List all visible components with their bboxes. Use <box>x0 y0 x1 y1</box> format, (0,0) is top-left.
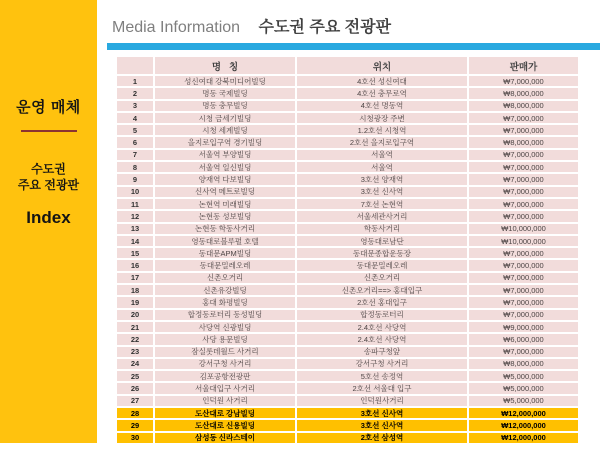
row-number: 16 <box>117 260 153 270</box>
table-row <box>117 371 578 381</box>
cell-price: ₩7,000,000 <box>469 187 578 197</box>
cell-name: 논현역 미래빌딩 <box>155 199 295 209</box>
cell-price: ₩7,000,000 <box>469 211 578 221</box>
row-number: 19 <box>117 297 153 307</box>
cell-name: 강서구청 사거리 <box>155 359 295 369</box>
cell-location: 3호선 신사역 <box>297 408 467 418</box>
cell-name: 사당 용문빌딩 <box>155 334 295 344</box>
cell-price: ₩10,000,000 <box>469 236 578 246</box>
cell-name: 논현동 학동사거리 <box>155 224 295 234</box>
table-row <box>117 187 578 197</box>
cell-price: ₩10,000,000 <box>469 224 578 234</box>
row-number: 26 <box>117 383 153 393</box>
cell-price: ₩7,000,000 <box>469 347 578 357</box>
page-header <box>112 14 600 37</box>
sidebar-subtitle: 수도권 주요 전광판 <box>17 162 80 192</box>
row-number: 30 <box>117 433 153 443</box>
table-row <box>117 433 578 443</box>
cell-name: 신촌오거리 <box>155 273 295 283</box>
cell-price: ₩12,000,000 <box>469 420 578 430</box>
cell-name: 홍대 화평빌딩 <box>155 297 295 307</box>
table-row <box>117 137 578 147</box>
sidebar-title: 운영 매체 <box>16 99 81 116</box>
table-row <box>117 260 578 270</box>
cell-name: 시청 금세기빌딩 <box>155 113 295 123</box>
cell-location: 서울역 <box>297 162 467 172</box>
table-row <box>117 236 578 246</box>
cell-name: 동대문APM빌딩 <box>155 248 295 258</box>
table-row <box>117 347 578 357</box>
table-row <box>117 162 578 172</box>
cell-price: ₩7,000,000 <box>469 125 578 135</box>
row-number: 20 <box>117 310 153 320</box>
cell-location: 3호선 신사역 <box>297 420 467 430</box>
row-number: 22 <box>117 334 153 344</box>
cell-location: 2호선 홍대입구 <box>297 297 467 307</box>
cell-price: ₩7,000,000 <box>469 174 578 184</box>
row-number: 18 <box>117 285 153 295</box>
cell-location: 강서구청 사거리 <box>297 359 467 369</box>
col-header-number <box>117 57 153 74</box>
cell-location: 합정동로터리 <box>297 310 467 320</box>
table-row <box>117 113 578 123</box>
cell-name: 서울역 일신빌딩 <box>155 162 295 172</box>
cell-location: 2.4호선 사당역 <box>297 322 467 332</box>
cell-price: ₩8,000,000 <box>469 101 578 111</box>
table-row <box>117 150 578 160</box>
cell-name: 서울역 부양빌딩 <box>155 150 295 160</box>
table-row <box>117 273 578 283</box>
row-number: 6 <box>117 137 153 147</box>
table-row <box>117 322 578 332</box>
cell-name: 서울대입구 사거리 <box>155 383 295 393</box>
table-row <box>117 101 578 111</box>
cell-location: 2호선 삼성역 <box>297 433 467 443</box>
row-number: 8 <box>117 162 153 172</box>
table-row <box>117 297 578 307</box>
cell-name: 양재역 다보빌딩 <box>155 174 295 184</box>
table-row <box>117 248 578 258</box>
cell-location: 영동대로남단 <box>297 236 467 246</box>
cell-location: 시청광장 주변 <box>297 113 467 123</box>
table-row <box>117 334 578 344</box>
row-number: 3 <box>117 101 153 111</box>
cell-price: ₩7,000,000 <box>469 297 578 307</box>
cell-location: 5호선 송정역 <box>297 371 467 381</box>
cell-price: ₩8,000,000 <box>469 88 578 98</box>
table-row <box>117 420 578 430</box>
cell-name: 성신여대 강북미디어빌딩 <box>155 76 295 86</box>
cell-location: 2호선 서울대 입구 <box>297 383 467 393</box>
cell-price: ₩6,000,000 <box>469 334 578 344</box>
cell-price: ₩7,000,000 <box>469 199 578 209</box>
cell-price: ₩12,000,000 <box>469 433 578 443</box>
col-header-price: 판매가 <box>469 57 578 74</box>
cell-price: ₩5,000,000 <box>469 396 578 406</box>
cell-location: 학동사거리 <box>297 224 467 234</box>
cell-name: 신촌유강빌딩 <box>155 285 295 295</box>
table-row <box>117 199 578 209</box>
cell-price: ₩7,000,000 <box>469 162 578 172</box>
sidebar <box>0 0 97 443</box>
cell-name: 신사역 메트로빌딩 <box>155 187 295 197</box>
cell-location: 2.4호선 사당역 <box>297 334 467 344</box>
cell-location: 동대문종합운동장 <box>297 248 467 258</box>
header-label: Media Information <box>112 19 241 36</box>
row-number: 4 <box>117 113 153 123</box>
cell-price: ₩8,000,000 <box>469 359 578 369</box>
cell-location: 인덕원사거리 <box>297 396 467 406</box>
row-number: 28 <box>117 408 153 418</box>
cell-name: 합정동로터리 동성빌딩 <box>155 310 295 320</box>
cell-price: ₩7,000,000 <box>469 285 578 295</box>
cell-price: ₩5,000,000 <box>469 383 578 393</box>
cell-price: ₩8,000,000 <box>469 137 578 147</box>
header-divider-bar <box>107 43 600 50</box>
cell-name: 동대문밀레오레 <box>155 260 295 270</box>
cell-price: ₩5,000,000 <box>469 371 578 381</box>
cell-price: ₩7,000,000 <box>469 248 578 258</box>
row-number: 27 <box>117 396 153 406</box>
sidebar-title-underline <box>21 130 77 132</box>
row-number: 13 <box>117 224 153 234</box>
cell-name: 잠실롯데월드 사거리 <box>155 347 295 357</box>
main-content <box>97 0 600 450</box>
row-number: 21 <box>117 322 153 332</box>
cell-location: 신촌오거리 <box>297 273 467 283</box>
cell-location: 7호선 논현역 <box>297 199 467 209</box>
cell-price: ₩7,000,000 <box>469 260 578 270</box>
table-header-row <box>117 57 578 74</box>
cell-location: 4호선 명동역 <box>297 101 467 111</box>
row-number: 15 <box>117 248 153 258</box>
cell-name: 사당역 신광빌딩 <box>155 322 295 332</box>
row-number: 17 <box>117 273 153 283</box>
row-number: 12 <box>117 211 153 221</box>
cell-price: ₩7,000,000 <box>469 273 578 283</box>
cell-name: 명동 국제빌딩 <box>155 88 295 98</box>
row-number: 10 <box>117 187 153 197</box>
cell-name: 을지로입구역 경기빌딩 <box>155 137 295 147</box>
col-header-location: 위치 <box>297 57 467 74</box>
cell-location: 3호선 양재역 <box>297 174 467 184</box>
row-number: 23 <box>117 347 153 357</box>
table-row <box>117 211 578 221</box>
table-row <box>117 310 578 320</box>
row-number: 5 <box>117 125 153 135</box>
cell-name: 영동대로블루펄 호텔 <box>155 236 295 246</box>
row-number: 1 <box>117 76 153 86</box>
cell-name: 도산대로 강남빌딩 <box>155 408 295 418</box>
table-row <box>117 224 578 234</box>
cell-location: 서울역 <box>297 150 467 160</box>
cell-name: 시청 세계빌딩 <box>155 125 295 135</box>
cell-location: 송파구청앞 <box>297 347 467 357</box>
table-row <box>117 383 578 393</box>
table-row <box>117 396 578 406</box>
table-row <box>117 359 578 369</box>
table-row <box>117 285 578 295</box>
cell-price: ₩9,000,000 <box>469 322 578 332</box>
row-number: 14 <box>117 236 153 246</box>
cell-location: 4호선 성신여대 <box>297 76 467 86</box>
row-number: 24 <box>117 359 153 369</box>
cell-name: 김포공항전광판 <box>155 371 295 381</box>
cell-name: 논현동 성보빌딩 <box>155 211 295 221</box>
col-header-name: 명 칭 <box>155 57 295 74</box>
cell-name: 도산대로 신용빌딩 <box>155 420 295 430</box>
cell-location: 2호선 을지로입구역 <box>297 137 467 147</box>
row-number: 25 <box>117 371 153 381</box>
cell-price: ₩7,000,000 <box>469 113 578 123</box>
table-row <box>117 125 578 135</box>
sidebar-index-label: Index <box>26 208 71 228</box>
table-row <box>117 408 578 418</box>
page-title: 수도권 주요 전광판 <box>258 19 392 36</box>
cell-price: ₩7,000,000 <box>469 150 578 160</box>
row-number: 9 <box>117 174 153 184</box>
cell-location: 1.2호선 시청역 <box>297 125 467 135</box>
cell-price: ₩7,000,000 <box>469 76 578 86</box>
table-row <box>117 174 578 184</box>
cell-location: 동대문밀레오레 <box>297 260 467 270</box>
row-number: 2 <box>117 88 153 98</box>
billboard-table <box>117 57 578 443</box>
cell-location: 서울세관사거리 <box>297 211 467 221</box>
cell-price: ₩12,000,000 <box>469 408 578 418</box>
cell-location: 신촌오거리==> 홍대입구 <box>297 285 467 295</box>
cell-price: ₩7,000,000 <box>469 310 578 320</box>
cell-location: 3호선 신사역 <box>297 187 467 197</box>
cell-name: 삼성동 신라스테이 <box>155 433 295 443</box>
cell-name: 명동 충무빌딩 <box>155 101 295 111</box>
cell-location: 4호선 충무로역 <box>297 88 467 98</box>
row-number: 11 <box>117 199 153 209</box>
table-row <box>117 88 578 98</box>
row-number: 29 <box>117 420 153 430</box>
row-number: 7 <box>117 150 153 160</box>
table-row <box>117 76 578 86</box>
cell-name: 인덕원 사거리 <box>155 396 295 406</box>
